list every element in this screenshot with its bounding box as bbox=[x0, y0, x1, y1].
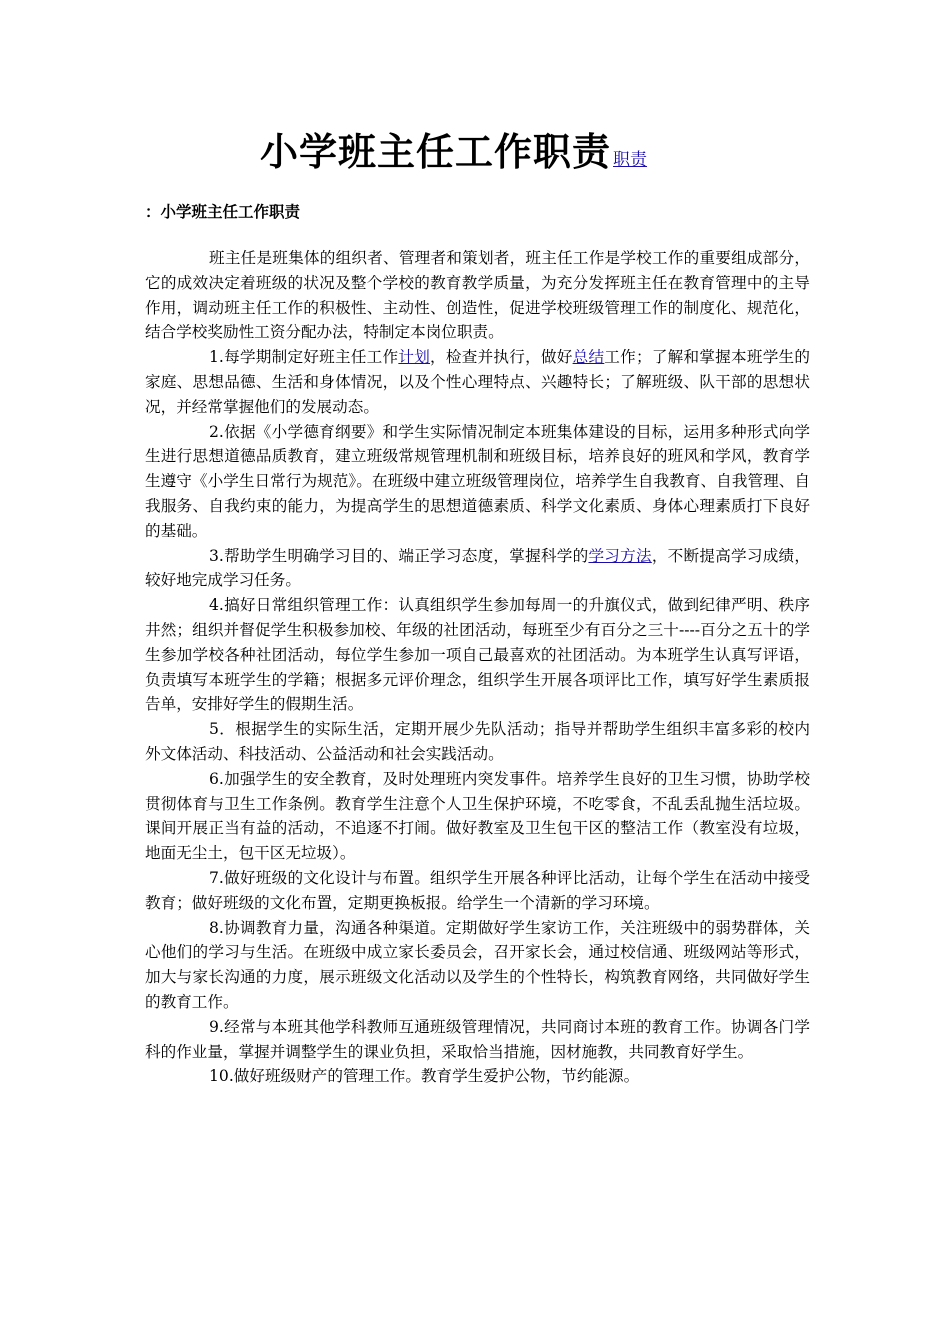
item-1-paragraph bbox=[145, 345, 810, 419]
title-block bbox=[260, 128, 647, 176]
plan-link[interactable]: 计划 bbox=[398, 348, 431, 367]
item-1-text-a: 1.每学期制定好班主任工作 bbox=[209, 348, 399, 367]
item-5-paragraph: 5．根据学生的实际生活，定期开展少先队活动；指导并帮助学生组织丰富多彩的校内外文体活动、科技活动、公益活动和社会实践活动。 bbox=[145, 720, 810, 763]
item-3-paragraph bbox=[145, 544, 810, 594]
item-7-paragraph: 7.做好班级的文化设计与布置。组织学生开展各种评比活动，让每个学生在活动中接受教育；做好班级的文化布置，定期更换板报。给学生一个清新的学习环境。 bbox=[145, 868, 810, 912]
item-4-paragraph: 4.搞好日常组织管理工作：认真组织学生参加每周一的升旗仪式，做到纪律严明、秩序井然；组织并督促学生积极参加校、年级的社团活动，每班至少有百分之三十----百分之五十的学生参加学校各种社团活动，每位学生参加一项自己最喜欢的社团活动。为本班学生认真写评语，负责填写本班学生的学籍；根据多元评价理念，组织学生开展各项评比工作，填写好学生素质报告单，安排好学生的假期生活。 bbox=[145, 596, 810, 714]
summary-link[interactable]: 总结 bbox=[572, 348, 605, 367]
intro-paragraph: 班主任是班集体的组织者、管理者和策划者，班主任工作是学校工作的重要组成部分，它的成效决定着班级的状况及整个学校的教育教学质量，为充分发挥班主任在教育管理中的主导作用，调动班主任工作的积极性、主动性、创造性，促进学校班级管理工作的制度化、规范化，结合学校奖励性工资分配办法，特制定本岗位职责。 bbox=[145, 249, 810, 342]
item-1-text-b: ，检查并执行，做好 bbox=[430, 348, 573, 367]
item-9-paragraph: 9.经常与本班其他学科教师互通班级管理情况，共同商讨本班的教育工作。协调各门学科的作业量，掌握并调整学生的课业负担，采取恰当措施，因材施教，共同教育好学生。 bbox=[145, 1017, 810, 1061]
item-1-text-c: 工作；了解和掌握本班学生的家庭、思想品德、生活和身体情况，以及个性心理特点、兴趣特长；了解班级、队干部的思想状况，并经常掌握他们的发展动态。 bbox=[145, 348, 810, 416]
page-title: 小学班主任工作职责 bbox=[260, 130, 612, 174]
item-3-text-a: 3.帮助学生明确学习目的、端正学习态度，掌握科学的 bbox=[209, 546, 589, 565]
item-8-paragraph: 8.协调教育力量，沟通各种渠道。定期做好学生家访工作，关注班级中的弱势群体，关心他们的学习与生活。在班级中成立家长委员会，召开家长会，通过校信通、班级网站等形式，加大与家长沟通的力度，展示班级文化活动以及学生的个性特长，构筑教育网络，共同做好学生的教育工作。 bbox=[145, 918, 810, 1011]
study-method-link[interactable]: 学习方法 bbox=[588, 546, 652, 565]
item-3-text-b: ，不断提高学习成绩，较好地完成学习任务。 bbox=[145, 546, 810, 590]
subtitle: ：小学班主任工作职责 bbox=[145, 203, 301, 221]
item-6-paragraph: 6.加强学生的安全教育，及时处理班内突发事件。培养学生良好的卫生习惯，协助学校贯彻体育与卫生工作条例。教育学生注意个人卫生保护环境，不吃零食，不乱丢乱抛生活垃圾。课间开展正当有益的活动，不追逐不打闹。做好教室及卫生包干区的整洁工作（教室没有垃圾，地面无尘土，包干区无垃圾）。 bbox=[145, 769, 810, 863]
item-10-paragraph: 10.做好班级财产的管理工作。教育学生爱护公物，节约能源。 bbox=[209, 1067, 640, 1086]
item-2-paragraph: 2.依据《小学德育纲要》和学生实际情况制定本班集体建设的目标，运用多种形式向学生进行思想道德品质教育，建立班级常规管理机制和班级目标，培养良好的班风和学风，教育学生遵守《小学生日常行为规范》。在班级中建立班级管理岗位，培养学生自我教育、自我管理、自我服务、自我约束的能力，为提高学生的思想道德素质、科学文化素质、身体心理素质打下良好的基础。 bbox=[145, 422, 810, 540]
title-link[interactable]: 职责 bbox=[613, 150, 648, 170]
document-body bbox=[145, 246, 810, 1089]
